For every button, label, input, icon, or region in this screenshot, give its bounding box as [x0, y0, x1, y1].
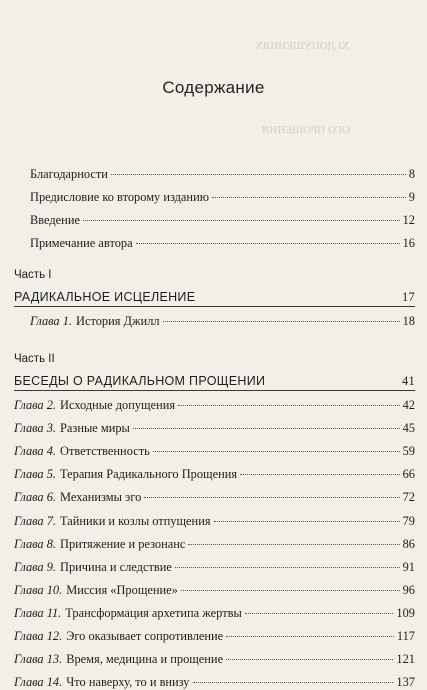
dot-leader — [133, 427, 400, 429]
toc-entry — [30, 166, 415, 182]
dot-leader — [175, 566, 400, 568]
toc-entry — [30, 235, 415, 251]
entry-title: Эго оказывает сопротивление — [66, 629, 224, 643]
dot-leader — [245, 612, 394, 614]
chapter-number: Глава 14. — [14, 675, 63, 690]
toc-entry — [14, 536, 415, 552]
dot-leader — [214, 520, 400, 522]
page-number: 45 — [402, 421, 415, 436]
page-number: 72 — [402, 490, 415, 505]
page-title: Содержание — [162, 78, 265, 97]
page-number: 117 — [396, 629, 415, 643]
dot-leader — [193, 681, 394, 683]
entry-title: Механизмы эго — [60, 490, 142, 505]
entry-title: Тайники и козлы отпущения — [60, 513, 211, 528]
chapter-number: Глава 7. — [14, 513, 57, 528]
page-number: 8 — [408, 167, 415, 181]
page-number: 96 — [402, 582, 415, 597]
page-number: 42 — [402, 398, 415, 412]
dot-leader — [144, 496, 399, 498]
entry-title: Исходные допущения — [60, 398, 176, 412]
page-number: 16 — [402, 236, 415, 250]
toc-entry — [14, 559, 415, 575]
toc-entry — [14, 443, 415, 459]
dot-leader — [83, 219, 400, 221]
chapter-number: Глава 6. — [14, 490, 57, 505]
toc-entry — [14, 651, 415, 667]
dot-leader — [226, 658, 393, 660]
chapter-number: Глава 2. — [14, 398, 57, 412]
chapter-number: Глава 12. — [14, 629, 63, 643]
chapter-number: Глава 9. — [14, 559, 57, 574]
toc-entry — [14, 605, 415, 621]
entry-title: Благодарности — [30, 167, 108, 181]
toc-entry — [14, 489, 415, 505]
dot-leader — [163, 320, 400, 322]
entry-title: Ответственность — [60, 444, 150, 459]
page-number: 86 — [402, 536, 415, 551]
dot-leader — [181, 589, 400, 591]
part-title-text: БЕСЕДЫ О РАДИКАЛЬНОМ ПРОЩЕНИИ — [14, 374, 266, 388]
chapter-number: Глава 8. — [14, 536, 57, 551]
chapter-number: Глава 11. — [14, 605, 62, 620]
chapter-number: Глава 3. — [14, 421, 57, 436]
toc-entry — [14, 582, 415, 598]
part-divider — [14, 390, 415, 391]
part-divider — [14, 306, 415, 307]
dot-leader — [240, 473, 400, 475]
dot-leader — [111, 173, 406, 175]
entry-title: Примечание автора — [30, 236, 133, 250]
show-through-text: ХІ ДОПУЩЕНИЯХ — [255, 40, 350, 52]
toc-entry — [14, 513, 415, 529]
page-number: 109 — [396, 605, 415, 620]
entry-title: Притяжение и резонанс — [60, 536, 186, 551]
page-number: 121 — [396, 652, 415, 667]
show-through-text: ОГО ПРОЩЕНИЯ — [262, 124, 350, 136]
part-title — [14, 290, 415, 305]
page-number: 9 — [408, 190, 415, 204]
toc-entry — [30, 189, 415, 205]
toc-entry — [30, 313, 415, 329]
page-number: 91 — [402, 559, 415, 574]
dot-leader — [178, 404, 400, 406]
page-number: 59 — [402, 444, 415, 459]
entry-title: Время, медицина и прощение — [66, 652, 224, 667]
page-number: 18 — [402, 314, 415, 328]
toc-entry — [14, 466, 415, 482]
page-number: 79 — [402, 513, 415, 528]
toc-entry — [14, 628, 415, 644]
toc-entry — [30, 212, 415, 228]
entry-title: Введение — [30, 213, 80, 227]
chapter-number: Глава 10. — [14, 582, 63, 597]
dot-leader — [188, 543, 399, 545]
dot-leader — [212, 196, 406, 198]
part-label: Часть II — [14, 353, 55, 365]
page-number: 12 — [402, 213, 415, 227]
chapter-number: Глава 13. — [14, 652, 63, 667]
toc-entry — [14, 674, 415, 690]
toc-entry — [14, 397, 415, 413]
entry-title: Разные миры — [60, 421, 130, 436]
part-title-text: РАДИКАЛЬНОЕ ИСЦЕЛЕНИЕ — [14, 290, 196, 304]
entry-title: Терапия Радикального Прощения — [60, 467, 238, 482]
page-number: 17 — [402, 290, 415, 304]
dot-leader — [226, 635, 394, 637]
entry-title: Причина и следствие — [60, 559, 172, 574]
entry-title: Что наверху, то и внизу — [66, 675, 190, 690]
entry-title: Трансформация архетипа жертвы — [65, 605, 242, 620]
part-title — [14, 374, 415, 389]
page-number: 41 — [402, 374, 415, 388]
entry-title: Предисловие ко второму изданию — [30, 190, 209, 204]
dot-leader — [136, 242, 400, 244]
chapter-number: Глава 1. — [30, 314, 73, 328]
entry-title: Миссия «Прощение» — [66, 582, 178, 597]
page-number: 137 — [396, 675, 415, 690]
page-number: 66 — [402, 467, 415, 482]
chapter-number: Глава 5. — [14, 467, 57, 482]
dot-leader — [153, 450, 400, 452]
entry-title: История Джилл — [76, 314, 160, 328]
chapter-number: Глава 4. — [14, 444, 57, 459]
part-label: Часть I — [14, 269, 52, 281]
toc-entry — [14, 420, 415, 436]
